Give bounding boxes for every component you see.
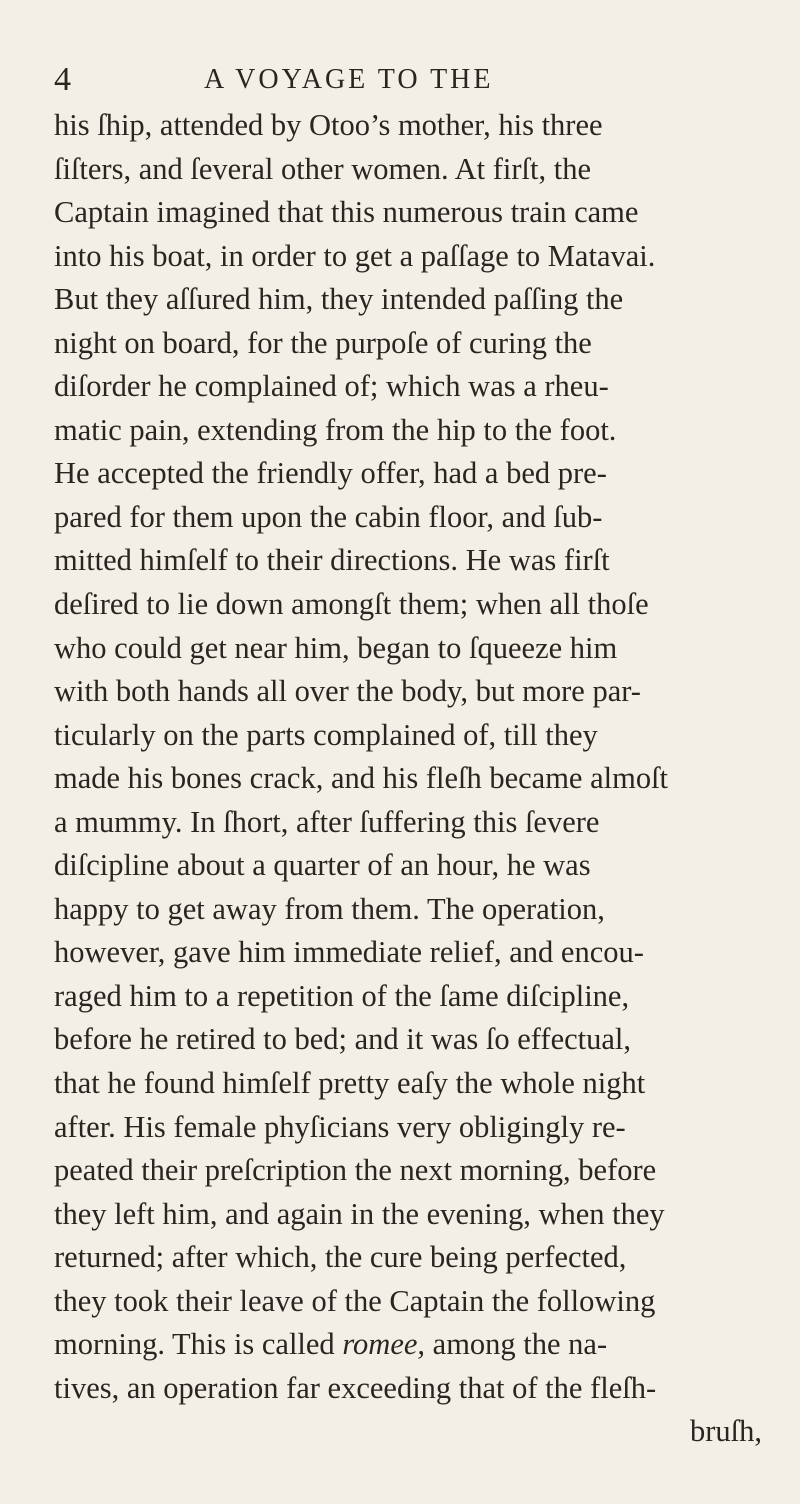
text-line: He accepted the friendly offer, had a bed pre- xyxy=(54,456,607,491)
text-line: But they aſſured him, they intended paſſing the xyxy=(54,282,624,317)
text-line: that he found himſelf pretty eaſy the whole night xyxy=(54,1066,646,1101)
text-line: diſorder he complained of; which was a rheu- xyxy=(54,369,609,404)
text-line: ticularly on the parts complained of, till they xyxy=(54,717,598,752)
text-line: peated their preſcription the next morning, before xyxy=(54,1153,657,1188)
text-line: his ſhip, attended by Otoo’s mother, his three xyxy=(54,108,603,142)
text-line: who could get near him, began to ſqueeze him xyxy=(54,630,618,665)
text-line-start: morning. This is called xyxy=(54,1327,335,1362)
text-line: into his boat, in order to get a paſſage to Matavai. xyxy=(54,238,656,273)
body-text xyxy=(54,104,780,1454)
text-line: night on board, for the purpoſe of curing the xyxy=(54,325,592,360)
text-line: ſiſters, and ſeveral other women. At firſt, the xyxy=(54,151,591,186)
text-line: with both hands all over the body, but more par- xyxy=(54,674,641,709)
text-line: raged him to a repetition of the ſame diſcipline, xyxy=(54,978,630,1013)
text-line: before he retired to bed; and it was ſo effectual, xyxy=(54,1022,631,1057)
text-line: they left him, and again in the evening, when they xyxy=(54,1196,665,1231)
text-line: deſired to lie down amongſt them; when all thoſe xyxy=(54,587,649,622)
text-line-end: among the na- xyxy=(432,1327,608,1362)
text-line: mitted himſelf to their directions. He was firſt xyxy=(54,543,610,578)
text-line: however, gave him immediate relief, and encou- xyxy=(54,935,644,970)
text-line: after. His female phyſicians very obligingly re- xyxy=(54,1109,626,1144)
text-line xyxy=(54,1323,780,1367)
text-line: Captain imagined that this numerous train came xyxy=(54,195,639,230)
running-head: A VOYAGE TO THE xyxy=(204,64,494,95)
italic-term: romee, xyxy=(342,1327,426,1362)
text-line: they took their leave of the Captain the following xyxy=(54,1283,656,1318)
text-line: happy to get away from them. The operation, xyxy=(54,891,605,926)
text-line: tives, an operation far exceeding that of the fleſh- xyxy=(54,1370,657,1405)
page-number: 4 xyxy=(54,61,71,98)
text-line: matic pain, extending from the hip to the foot. xyxy=(54,412,617,447)
text-line: made his bones crack, and his fleſh became almoſt xyxy=(54,761,669,796)
text-line: diſcipline about a quarter of an hour, he was xyxy=(54,848,591,883)
catchword: bruſh, xyxy=(689,1414,762,1449)
text-line: returned; after which, the cure being perfected, xyxy=(54,1240,627,1275)
text-line: a mummy. In ſhort, after ſuffering this ſevere xyxy=(54,804,600,839)
page-header xyxy=(54,60,760,100)
text-line: pared for them upon the cabin floor, and ſub- xyxy=(54,499,603,534)
